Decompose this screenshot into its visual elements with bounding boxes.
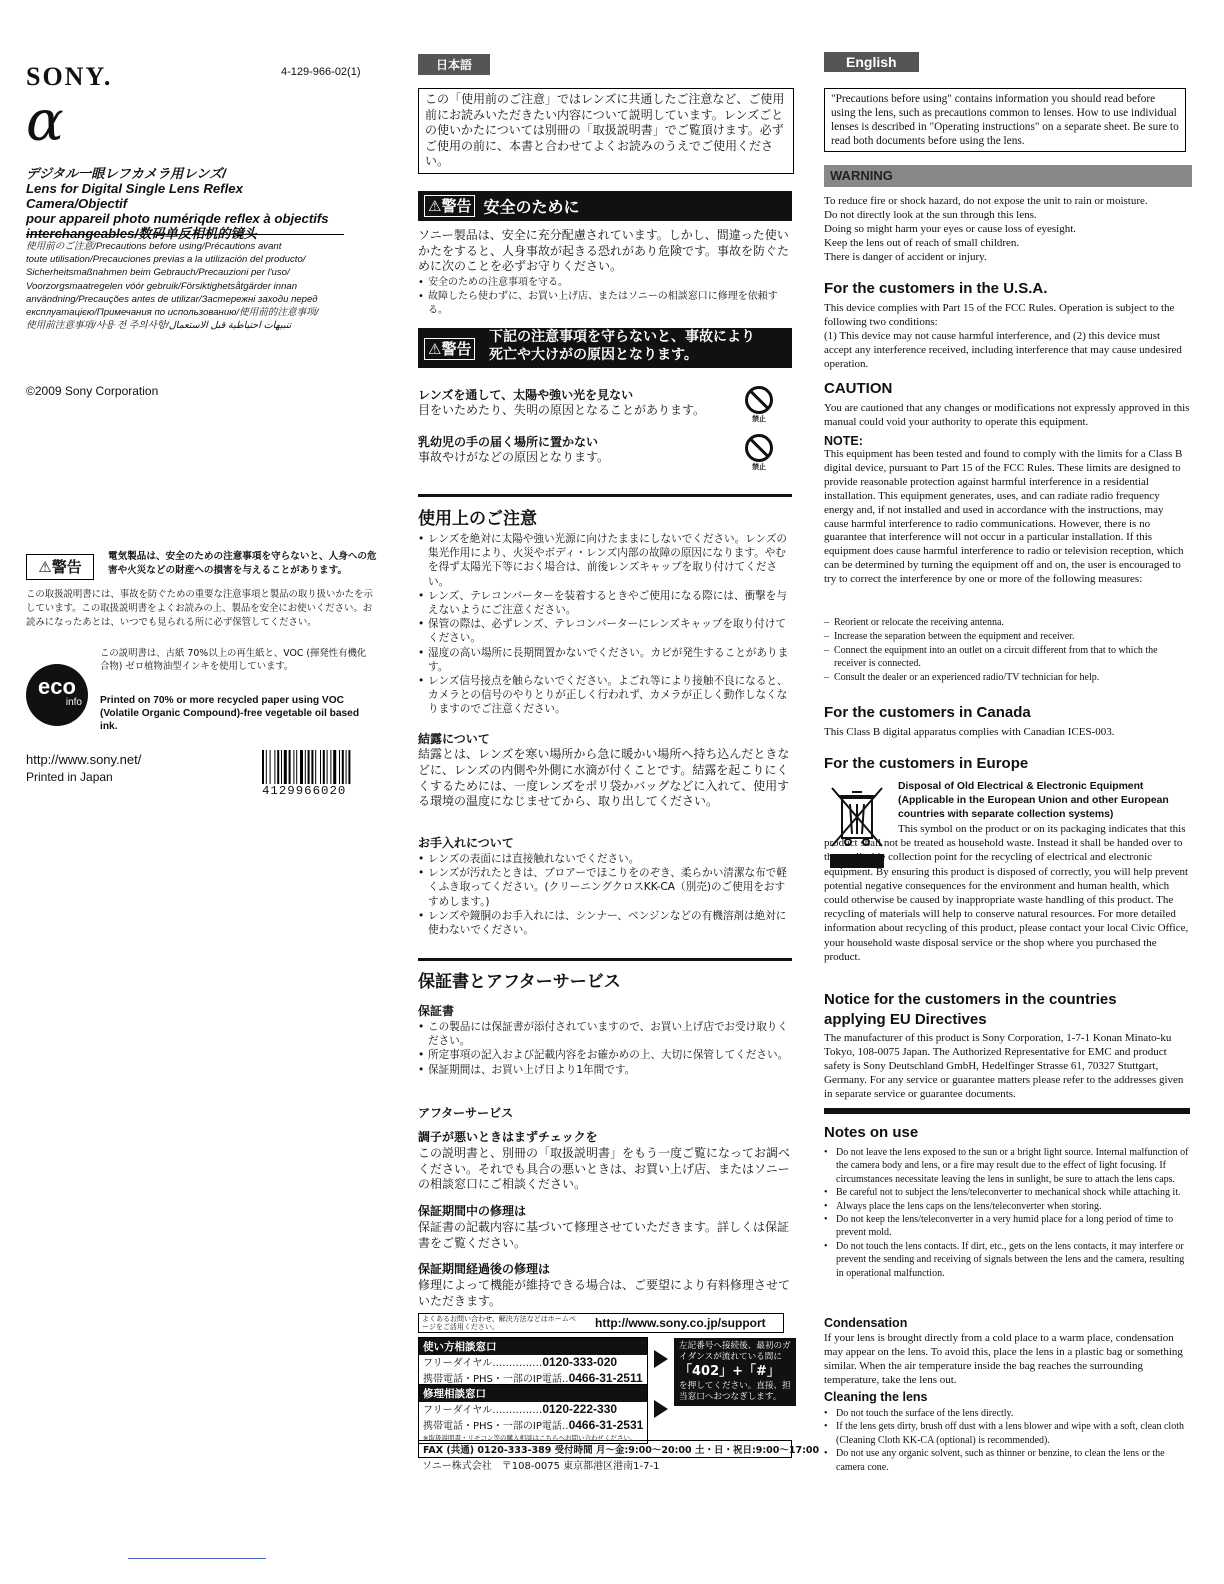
- list-item: • 所定事項の記入および記載内容をお確かめの上、大切に保管してください。: [418, 1048, 792, 1062]
- phone-number: 0466-31-2531: [568, 1418, 644, 1432]
- alpha-logo: α: [26, 89, 64, 154]
- safety-list: [418, 276, 792, 318]
- list-item: • If the lens gets dirty, brush off dust with a lens blower and wipe with a soft, clean cloth (Cleaning Cloth KK-CA (optional) is recommended).: [824, 1420, 1190, 1447]
- usage-title: 使用上のご注意: [418, 509, 537, 529]
- lang-tab-japanese: 日本語: [418, 54, 490, 75]
- footer-line: [128, 1558, 266, 1559]
- list-item: • 故障したら使わずに、お買い上げ店、またはソニーの相談窓口に修理を依頼する。: [418, 290, 792, 318]
- notes-title: Notes on use: [824, 1124, 919, 1141]
- list-item: • レンズ信号接点を触らないでください。よごれ等により接触不良になると、カメラとの信号のやりとりが正しく行われず、カメラが正しく動作しなくなりますのでご注意ください。: [418, 674, 792, 717]
- jp-intro-box: この「使用前のご注意」ではレンズに共通したご注意など、ご使用前にお読みいただきたい内容について説明しています。レンズごとの使いかたについては別冊の「取扱説明書」でご覧頂けます。必ずご使用の前に、本書と合わせてよくお読みのうえでご使用ください。: [418, 88, 794, 174]
- care-list: [418, 852, 792, 937]
- caution-text: You are cautioned that any changes or modifications not expressly approved in this manual could void your authority to operate this equipment.: [824, 402, 1190, 428]
- prohibited-icon: 禁止: [744, 434, 774, 472]
- condensation-text-en: If your lens is brought directly from a cold place to a warm place, condensation may appear on the lens. To avoid this, place the lens in a plastic bag or something similar. When the air temperature inside the bag reaches the surrounding temperature, take the lens out.: [824, 1332, 1183, 1386]
- notes-list: [824, 1146, 1190, 1280]
- measures-list: [824, 616, 1190, 685]
- list-item: • レンズ、テレコンバーターを装着するときやご使用になる際には、衝撃を与えないようにご注意ください。: [418, 589, 792, 617]
- warning-tag: ⚠警告: [424, 338, 475, 360]
- disposal-title: Disposal of Old Electrical & Electronic Equipment (Applicable in the European Union and other European countries with separate collection systems): [898, 781, 1169, 820]
- eco-text-en: Printed on 70% or more recycled paper using VOC (Volatile Organic Compound)-free vegetable oil based ink.: [100, 695, 360, 732]
- cleaning-list: [824, 1407, 1190, 1474]
- printed-in: Printed in Japan: [26, 770, 113, 784]
- repair1-title: 保証期間中の修理は: [418, 1204, 527, 1218]
- phone-number: 0120-222-330: [542, 1402, 618, 1416]
- warning1-text: 目をいためたり、失明の原因となることがあります。: [418, 403, 706, 417]
- guidance-note: 左記番号へ接続後、最初のガイダンスが流れている間に 「402」+「#」 を押してください。直接、担当窓口へおつなぎします。: [674, 1338, 796, 1406]
- en-intro-box: "Precautions before using" contains information you should read before using the lens, such as precautions common to lenses. How to use individual lenses is described in "Operating instructions" on a separate sheet. Be sure to read both documents before using the lens.: [824, 88, 1186, 152]
- list-item: • 安全のための注意事項を守る。: [418, 276, 792, 290]
- note-text: This equipment has been tested and found to comply with the limits for a Class B digital device, pursuant to Part 15 of the FCC Rules. These limits are designed to provide reasonable protection against harmful interference in a residential installation. This equipment generates, uses, and can radiate radio frequency energy and, if not installed and used in accordance with the instructions, may cause harmful interference to radio communications. However, there is no guarantee that interference will not occur in a particular installation. If this equipment does cause harmful interference to radio or television reception, which can be determined by turning the equipment off and on, the user is encouraged to try to correct the interference by one or more of the following measures:: [824, 448, 1184, 586]
- divider: [26, 234, 344, 235]
- warning-lines: To reduce fire or shock hazard, do not expose the unit to rain or moisture. Do not directly look at the sun through this lens. Doing so might harm your eyes or cause loss of eyesight. Keep the lens out of reach of small children. There is danger of accident or injury.: [824, 195, 1148, 263]
- support-row: [418, 1313, 784, 1333]
- product-title: デジタル一眼レフカメラ用レンズ/ Lens for Digital Single Lens Reflex Camera/Objectif pour appareil photo numériqde reflex à objectifs interchangeables/数码单反相机的镜头: [26, 166, 329, 241]
- warranty-list: [418, 1020, 792, 1077]
- divider: [418, 958, 792, 961]
- sony-url[interactable]: http://www.sony.net/: [26, 752, 142, 767]
- lang-tab-english: English: [824, 52, 919, 72]
- after-service-title: アフターサービス: [418, 1106, 514, 1120]
- divider: [418, 494, 792, 497]
- safety-text: ソニー製品は、安全に充分配慮されています。しかし、間違った使いかたをすると、人身事故が起きる恐れがあり危険です。事故を防ぐために次のことを必ずお守りください。: [418, 228, 790, 273]
- warranty-subtitle: 保証書: [418, 1004, 455, 1018]
- usa-text: This device complies with Part 15 of the FCC Rules. Operation is subject to the following two conditions: (1) This device may not cause harmful interference, and (2) this device must accept any interference received, including interference that may cause undesired operation.: [824, 302, 1182, 370]
- usage-list: [418, 532, 792, 717]
- phone-number: 0466-31-2511: [568, 1371, 643, 1385]
- safety-heading: ⚠警告 安全のために: [418, 191, 792, 221]
- part-number: 4-129-966-02(1): [281, 66, 361, 78]
- warning2-heading: ⚠警告 下記の注意事項を守らないと、事故により 死亡や大けがの原因となります。: [418, 328, 792, 368]
- arrow-right-icon: [654, 1350, 668, 1368]
- list-item: • Do not keep the lens/teleconverter in a very humid place for a long period of time to prevent mold.: [824, 1213, 1190, 1240]
- list-item: • Be careful not to subject the lens/teleconverter to mechanical shock while attaching it.: [824, 1186, 1190, 1199]
- divider: [824, 1108, 1190, 1114]
- arrow-right-icon: [654, 1400, 668, 1418]
- list-item: • 保証期間は、お買い上げ日より1年間です。: [418, 1063, 792, 1077]
- barcode-number: 4129966020: [262, 784, 347, 798]
- warning-tag: ⚠警告: [26, 554, 94, 580]
- note-title: NOTE:: [824, 434, 863, 448]
- eu-text: The manufacturer of this product is Sony Corporation, 1-7-1 Konan Minato-ku Tokyo, 108-0075 Japan. The Authorized Representative for EMC and product safety is Sony Deutschland GmbH, Hedelfinger Strasse 61, 70327 Stuttgart, Germany. For any service or guarantee matters please refer to the addresses given in separate service or guarantee documents.: [824, 1032, 1184, 1100]
- list-item: • レンズが汚れたときは、ブロアーでほこりをのぞき、柔らかい清潔な布で軽くふき取ってください。(クリーニングクロスKK-CA（別売)のご使用をおすすめします。): [418, 866, 792, 909]
- canada-text: This Class B digital apparatus complies with Canadian ICES-003.: [824, 726, 1115, 738]
- warning-tag: ⚠警告: [424, 195, 475, 217]
- cleaning-title: Cleaning the lens: [824, 1390, 928, 1404]
- caution-title: CAUTION: [824, 380, 893, 397]
- prohibited-icon: 禁止: [744, 386, 774, 424]
- canada-title: For the customers in Canada: [824, 704, 1031, 721]
- eu-title: Notice for the customers in the countries applying EU Directives: [824, 991, 1117, 1028]
- company-address: ソニー株式会社 〒108-0075 東京都港区港南1-7-1: [422, 1461, 660, 1472]
- list-item: • レンズを絶対に太陽や強い光源に向けたままにしないでください。レンズの集光作用により、火災やボディ・レンズ内部の故障の原因になります。やむを得ず太陽光下等におく場合は、前後レンズキャップを取り付けてください。: [418, 532, 792, 589]
- list-item: • 湿度の高い場所に長期間置かないでください。カビが発生することがあります。: [418, 646, 792, 674]
- list-item: • Do not use any organic solvent, such as thinner or benzine, to clean the lens or the camera cone.: [824, 1447, 1190, 1474]
- list-item: – Increase the separation between the equipment and receiver.: [824, 630, 1190, 643]
- list-item: • Do not leave the lens exposed to the sun or a bright light source. Internal malfunction of the camera body and lens, or a fire may result due to the effect of light focusing. If circumstances necessitate leaving the lens in sunlight, be sure to attach the lens caps.: [824, 1146, 1190, 1186]
- warning2-text: 事故やけがなどの原因となります。: [418, 450, 610, 464]
- list-item: • Do not touch the surface of the lens directly.: [824, 1407, 1190, 1420]
- barcode-icon: [262, 750, 384, 784]
- warranty-title: 保証書とアフターサービス: [418, 972, 621, 992]
- precautions-title-multilang: 使用前のご注意/Precautions before using/Précautions avant toute utilisation/Precauciones previas a la utilización del producto/ Sicherheitsmaßnahmen beim Gebrauch/Precauzioni per l'uso/ Voorzorgsmaatregelen vóór gebruik/Försiktighetsåtgärder innan användning/Precauções antes de utilizar/Застережні заходи перед експлуатацією/Примечания по использованию/使用前的注意事项/ 使用前注意事項/사용 전 주의사항/تنبيهات احتياطية قبل الاستعمال: [26, 241, 319, 332]
- list-item: • レンズや鏡胴のお手入れには、シンナー、ベンジンなどの有機溶剤は絶対に使わないでください。: [418, 909, 792, 937]
- list-item: • 保管の際は、必ずレンズ、テレコンバーターにレンズキャップを取り付けてください。: [418, 617, 792, 645]
- warning2-title: 乳幼児の手の届く場所に置かない: [418, 435, 599, 449]
- eco-text-jp: この説明書は、古紙 70%以上の再生紙と、VOC (揮発性有機化合物) ゼロ植物油型インキを使用しています。: [100, 648, 367, 672]
- eco-info-icon: eco info: [26, 664, 88, 726]
- list-item: • Always place the lens caps on the lens/teleconverter when storing.: [824, 1200, 1190, 1213]
- condensation-title-jp: 結露について: [418, 732, 490, 746]
- support-url[interactable]: http://www.sony.co.jp/support: [595, 1316, 766, 1330]
- check-text: この説明書と、別冊の「取扱説明書」をもう一度ご覧になってお調べください。それでも具合の悪いときは、お買い上げ店、またはソニーの相談窓口にご相談ください。: [418, 1146, 791, 1191]
- repair2-title: 保証期間経過後の修理は: [418, 1262, 551, 1276]
- repair-contact-box: 修理相談窓口 フリーダイヤル……………0120-222-330 携帯電話・PHS・一部のIP電話‥0466-31-2531 ※取扱説明書・リモコン等の購入相談はこちらへお問い合わせください。: [418, 1384, 648, 1444]
- warning-body: この取扱説明書には、事故を防ぐための重要な注意事項と製品の取り扱いかたを示しています。この取扱説明書をよくお読みの上、製品を安全にお使いください。お読みになったあとは、いつでも見られる所に必ず保管してください。: [26, 589, 373, 628]
- warning-heading: 電気製品は、安全のための注意事項を守らないと、人身への危害や火災などの財産への損害を与えることがあります。: [108, 551, 377, 576]
- list-item: • この製品には保証書が添付されていますので、お買い上げ店でお受け取りください。: [418, 1020, 792, 1048]
- list-item: – Connect the equipment into an outlet on a circuit different from that to which the receiver is connected.: [824, 644, 1190, 670]
- list-item: • Do not touch the lens contacts. If dirt, etc., gets on the lens contacts, it may interfere or prevent the sending and receiving of signals between the lens and the camera, resulting in operational malfunction.: [824, 1240, 1190, 1280]
- support-note: よくあるお問い合わせ、解決方法などはホームページをご活用ください。: [422, 1315, 576, 1331]
- repair2-text: 修理によって機能が維持できる場合は、ご要望により有料修理させていただきます。: [418, 1278, 791, 1308]
- list-item: • レンズの表面には直接触れないでください。: [418, 852, 792, 866]
- check-title: 調子が悪いときはまずチェックを: [418, 1130, 598, 1144]
- europe-title: For the customers in Europe: [824, 755, 1029, 772]
- warning-bar: WARNING: [824, 165, 1192, 187]
- fax-line: FAX (共通) 0120-333-389 受付時間 月～金:9:00～20:00 土・日・祝日:9:00～17:00: [418, 1440, 792, 1458]
- condensation-title-en: Condensation: [824, 1316, 908, 1330]
- list-item: – Consult the dealer or an experienced radio/TV technician for help.: [824, 671, 1190, 684]
- disposal-text: This symbol on the product or on its packaging indicates that this product shall not be treated as household waste. Instead it shall be handed over to the applicable collection point for the recycling of electrical and electronic equipment. By ensuring this product is disposed of correctly, you will help prevent potential negative consequences for the environment and human health, which could otherwise be caused by inappropriate waste handling of this product. The recycling of materials will help to conserve natural resources. For more detailed information about recycling of this product, please contact your local Civic Office, your household waste disposal service or the shop where you purchased the product.: [824, 823, 1189, 963]
- copyright: ©2009 Sony Corporation: [26, 384, 159, 398]
- phone-number: 0120-333-020: [542, 1355, 618, 1369]
- repair1-text: 保証書の記載内容に基づいて修理させていただきます。詳しくは保証書をご覧ください。: [418, 1220, 790, 1250]
- care-title: お手入れについて: [418, 836, 514, 850]
- usage-contact-box: 使い方相談窓口 フリーダイヤル……………0120-333-020 携帯電話・PHS・一部のIP電話‥0466-31-2511: [418, 1337, 648, 1388]
- warning1-title: レンズを通して、太陽や強い光を見ない: [418, 388, 634, 402]
- condensation-text-jp: 結露とは、レンズを寒い場所から急に暖かい場所へ持ち込んだときなどに、レンズの内側や外側に水滴が付くことです。結露を起こりにくくするためには、一度レンズをポリ袋かバッグなどに入れて、使用する環境の温度になじませてから、取り出してください。: [418, 747, 790, 809]
- list-item: – Reorient or relocate the receiving antenna.: [824, 616, 1190, 629]
- usa-title: For the customers in the U.S.A.: [824, 280, 1048, 297]
- sony-logo: SONY.: [26, 62, 113, 91]
